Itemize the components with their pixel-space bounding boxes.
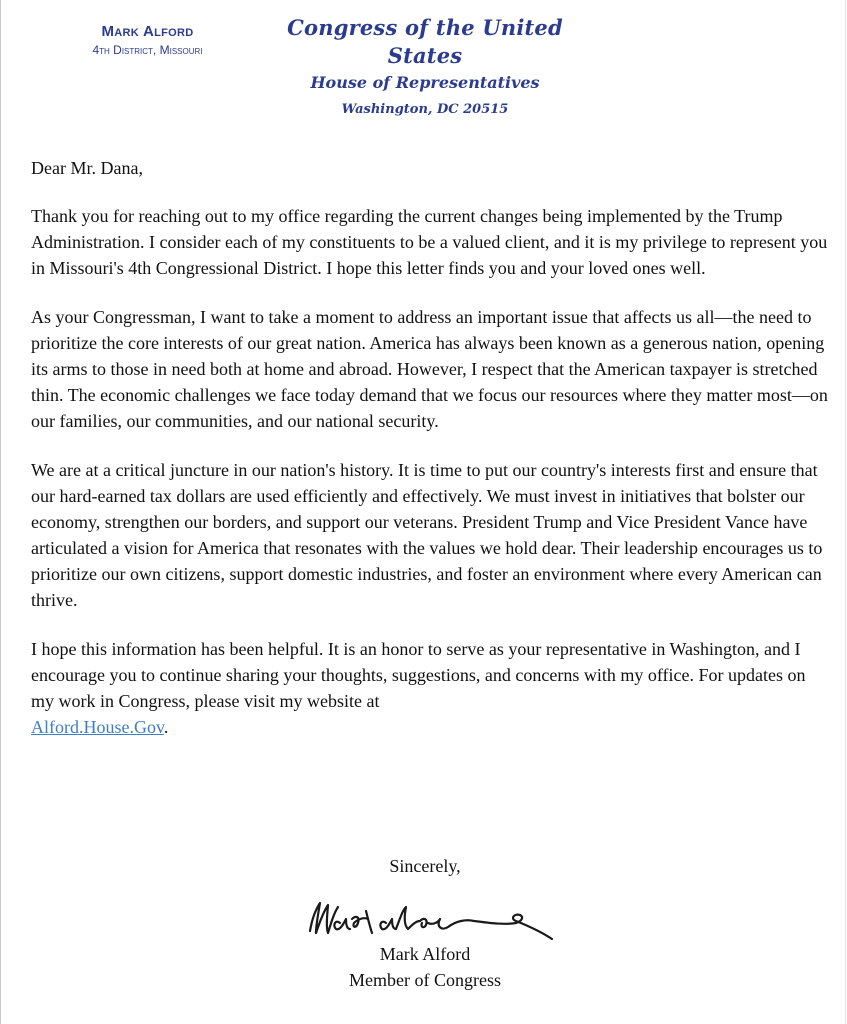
signer-name: Mark Alford [379, 944, 471, 964]
signature-image [290, 889, 560, 949]
paragraph-priorities: As your Congressman, I want to take a moment to address an important issue that affects us all—the need to prioritize the core interests of our great nation. America has always been known as a generous nation, opening its arms to those in need both at home and abroad. However, I respect that the American taxpayer is stretched thin. The economic challenges we face today demand that we focus our resources where they matter most—on our families, our communities, and our national security. [31, 307, 828, 431]
paragraph-thank-you: Thank you for reaching out to my office regarding the current changes being implemented by the Trump Administration. I consider each of my constituents to be a valued client, and it is my privilege to represent you in Missouri's 4th Congressional District. I hope this letter finds you and your loved ones well. [31, 206, 828, 278]
valediction: Sincerely, [389, 856, 461, 876]
representative-name: Mark Alford [101, 23, 194, 40]
house-of-representatives: House of Representatives [310, 73, 540, 92]
paragraph-closing-remarks [31, 636, 831, 740]
closing-block [250, 853, 600, 993]
website-link[interactable]: Alford.House.Gov [31, 717, 164, 737]
paragraph-critical-juncture: We are at a critical juncture in our nation's history. It is time to put our country's interests first and ensure that our hard-earned tax dollars are used efficiently and effectively. We must invest in initiatives that bolster our economy, strengthen our borders, and support our veterans. President Trump and Vice President Vance have articulated a vision for America that resonates with the values we hold dear. Their leadership encourages us to prioritize our own citizens, support domestic industries, and foster an environment where every American can thrive. [31, 460, 823, 610]
representative-district: 4th District, Missouri [92, 43, 203, 57]
signer-title: Member of Congress [349, 970, 501, 990]
greeting: Dear Mr. Dana, [31, 158, 143, 178]
website-period: . [163, 717, 169, 737]
congress-title: Congress of the United States [287, 15, 563, 68]
closing-remarks-text: I hope this information has been helpful. It is an honor to serve as your representative in Washington, and I encourage you to continue sharing your thoughts, suggestions, and concerns with my office. For updates on my work in Congress, please visit my website at [31, 639, 806, 711]
letter-body [31, 155, 831, 763]
congress-letterhead [250, 14, 600, 120]
washington-address: Washington, DC 20515 [341, 102, 509, 117]
representative-header [60, 22, 235, 58]
